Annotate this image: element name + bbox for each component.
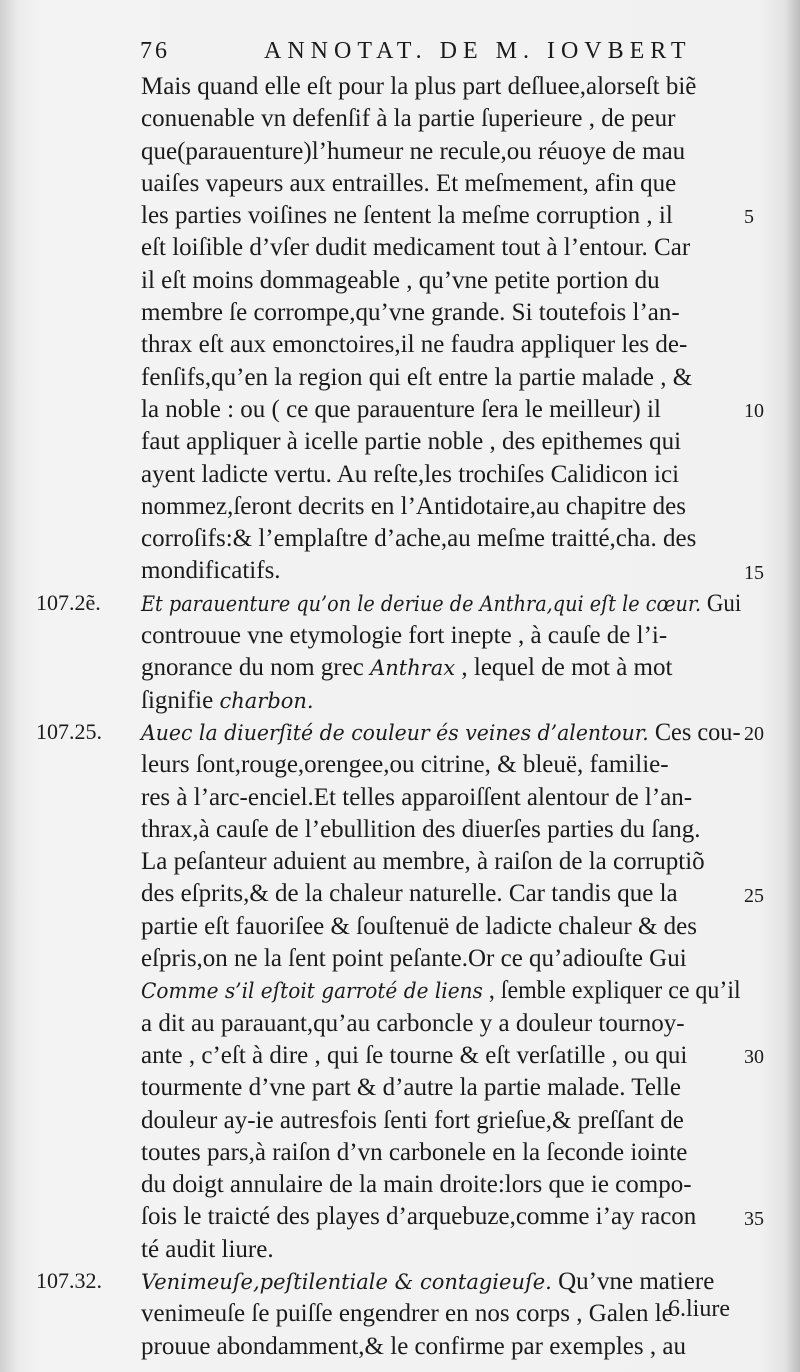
text-line bbox=[141, 1266, 741, 1298]
text-run: uaiſes vapeurs aux entrailles. Et meſmement, afin que bbox=[141, 169, 677, 197]
text-run: faut appliquer à icelle partie noble , des epithemes qui bbox=[141, 428, 682, 456]
text-run: des eſprits,& de la chaleur naturelle. Car tandis que la bbox=[141, 880, 678, 908]
text-run: Ces cou- bbox=[648, 718, 741, 746]
text-line bbox=[141, 1298, 741, 1330]
text-run: venimeuſe ſe puiſſe engendrer en nos corps , Galen le bbox=[141, 1300, 673, 1328]
text-line bbox=[141, 71, 741, 103]
line-number: 10 bbox=[744, 400, 764, 422]
text-line bbox=[141, 1234, 741, 1266]
text-line bbox=[141, 103, 741, 135]
margin-reference: 107.32. bbox=[36, 1268, 102, 1294]
text-run: partie eſt fauoriſee & ſouſtenuë de ladicte chaleur & des bbox=[141, 912, 698, 940]
text-line bbox=[141, 685, 741, 717]
text-run: douleur ay-ie autresfois ſenti fort grieſue,& preſſant de bbox=[141, 1106, 684, 1134]
italic-lemma: charbon. bbox=[219, 688, 314, 713]
line-number: 30 bbox=[744, 1046, 764, 1068]
text-run: ſignifie bbox=[141, 686, 220, 714]
text-run: , ſemble expliquer ce qu’il bbox=[482, 977, 741, 1005]
text-line bbox=[141, 232, 741, 264]
text-line bbox=[141, 782, 741, 814]
text-line bbox=[141, 749, 741, 781]
text-line bbox=[141, 1331, 741, 1363]
text-run: les parties voiſines ne ſentent la meſme corruption , il bbox=[141, 202, 673, 230]
text-run: eſt loiſible d’vſer dudit medicament tout à l’entour. Car bbox=[141, 234, 691, 262]
italic-lemma: Auec la diuerſité de couleur és veines d’alentour. bbox=[141, 720, 649, 745]
text-line bbox=[141, 491, 741, 523]
page-header bbox=[140, 38, 740, 66]
text-line bbox=[141, 943, 741, 975]
line-number: 20 bbox=[744, 723, 764, 745]
running-head: ANNOTAT. DE M. IOVBERT bbox=[264, 38, 692, 64]
text-line bbox=[141, 265, 741, 297]
text-run: té audit liure. bbox=[141, 1235, 274, 1263]
text-line bbox=[141, 1169, 741, 1201]
text-run: Gui bbox=[701, 589, 742, 617]
text-line bbox=[141, 878, 741, 910]
text-run: fenſifs,qu’en la region qui eſt entre la partie malade , & bbox=[141, 363, 693, 391]
text-line bbox=[141, 1072, 741, 1104]
text-run: La peſanteur aduient au membre, à raiſon de la corruptiõ bbox=[141, 848, 705, 876]
text-run: que(parauenture)l’humeur ne recule,ou réuoye de mau bbox=[141, 137, 686, 165]
text-run: ſois le traicté des playes d’arquebuze,comme i’ay racon bbox=[141, 1203, 697, 1231]
text-run: la noble : ou ( ce que parauenture ſera le meilleur) il bbox=[141, 395, 661, 423]
page-number: 76 bbox=[140, 38, 170, 64]
text-run: tourmente d’vne part & d’autre la partie malade. Telle bbox=[141, 1074, 681, 1102]
line-number: 25 bbox=[744, 884, 764, 907]
italic-lemma: Venimeuſe,peſtilentiale & contagieuſe. bbox=[141, 1269, 552, 1294]
text-run: thrax eſt aux emonctoires,il ne faudra appliquer les de- bbox=[141, 331, 688, 359]
text-run: prouue abondamment,& le confirme par exemples , au bbox=[141, 1332, 686, 1360]
text-line bbox=[141, 1040, 741, 1072]
text-line bbox=[141, 1137, 741, 1169]
italic-lemma: Et parauenture qu’on le deriue de Anthra,qui eſt le cœur. bbox=[141, 591, 702, 616]
line-number: 35 bbox=[744, 1207, 764, 1230]
text-run: mondificatifs. bbox=[141, 557, 281, 585]
text-line bbox=[141, 911, 741, 943]
text-line bbox=[141, 620, 741, 652]
text-line bbox=[141, 717, 741, 749]
text-run: Qu’vne matiere bbox=[551, 1267, 715, 1295]
text-line bbox=[141, 1105, 741, 1137]
text-run: du doigt annulaire de la main droite:lors que ie compo- bbox=[141, 1171, 692, 1199]
text-run: corroſifs:& l’emplaſtre d’ache,au meſme traitté,cha. des bbox=[141, 525, 697, 553]
text-run: res à l’arc-enciel.Et telles apparoiſſent alentour de l’an- bbox=[141, 783, 693, 811]
italic-lemma: Comme s’il eſtoit garroté de liens bbox=[141, 979, 483, 1004]
catchword: 6.liure bbox=[668, 1296, 730, 1322]
text-line bbox=[141, 329, 741, 361]
text-run: , lequel de mot à mot bbox=[455, 654, 673, 682]
text-run: nommez,ſeront decrits en l’Antidotaire,au chapitre des bbox=[141, 492, 686, 520]
text-line bbox=[141, 588, 741, 620]
line-number: 5 bbox=[744, 206, 754, 229]
text-line bbox=[141, 975, 741, 1007]
text-line bbox=[141, 297, 741, 329]
text-run: Mais quand elle eſt pour la plus part deſluee,alorseſt biẽ bbox=[141, 73, 697, 100]
text-line bbox=[141, 523, 741, 555]
text-run: toutes pars,à raiſon d’vn carbonele en la ſeconde iointe bbox=[141, 1138, 688, 1166]
line-number: 15 bbox=[744, 561, 764, 584]
text-line bbox=[141, 459, 741, 491]
text-run: conuenable vn defenſif à la partie ſuperieure , de peur bbox=[141, 105, 676, 133]
text-run: gnorance du nom grec bbox=[141, 654, 371, 682]
text-line bbox=[141, 168, 741, 200]
margin-reference: 107.25. bbox=[36, 719, 102, 744]
text-run: ante , c’eſt à dire , qui ſe tourne & eſt verſatille , ou qui bbox=[141, 1041, 688, 1069]
text-run: leurs ſont,rouge,orengee,ou citrine, & bleuë, familie- bbox=[141, 751, 669, 779]
text-line bbox=[141, 814, 741, 846]
text-run: membre ſe corrompe,qu’vne grande. Si toutefois l’an- bbox=[141, 299, 680, 327]
text-run: il eſt moins dommageable , qu’vne petite portion du bbox=[141, 266, 660, 294]
text-run: controuue vne etymologie fort inepte , à cauſe de l’i- bbox=[141, 622, 668, 650]
text-run: eſpris,on ne la ſent point peſante.Or ce qu’adiouſte Gui bbox=[141, 945, 687, 973]
text-line bbox=[141, 394, 741, 426]
text-line bbox=[141, 362, 741, 394]
text-line bbox=[141, 426, 741, 458]
text-line bbox=[141, 652, 741, 684]
main-text bbox=[141, 71, 741, 1363]
text-line bbox=[141, 1008, 741, 1040]
margin-reference: 107.2ẽ. bbox=[36, 589, 101, 615]
text-line bbox=[141, 1201, 741, 1233]
italic-lemma: Anthrax bbox=[370, 656, 456, 681]
text-run: thrax,à cauſe de l’ebullition des diuerſes parties du ſang. bbox=[141, 815, 701, 843]
text-line bbox=[141, 846, 741, 878]
text-line bbox=[141, 200, 741, 232]
text-run: a dit au parauant,qu’au carboncle y a douleur tournoy- bbox=[141, 1009, 685, 1037]
text-line bbox=[141, 555, 741, 587]
text-run: ayent ladicte vertu. Au reſte,les trochiſes Calidicon ici bbox=[141, 460, 680, 488]
text-line bbox=[141, 136, 741, 168]
